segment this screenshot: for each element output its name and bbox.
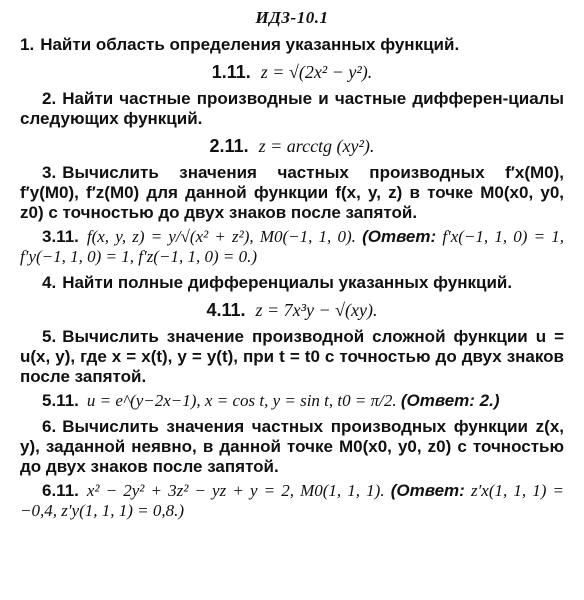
task-5-answer-number: 5.11.	[42, 391, 79, 410]
task-5-answer-expression: u = e^(y−2x−1), x = cos t, y = sin t, t0 = π/2.	[86, 391, 397, 410]
task-3-text: Вычислить значения частных производных f′x(M0), f′y(M0), f′z(M0) для данной функции f(x, y, z) в точке M0(x0, y0, z0) с точностью до двух знаков после запятой.	[20, 163, 564, 222]
task-6-answer-number: 6.11.	[42, 481, 79, 500]
task-6-answer	[20, 481, 564, 521]
task-2-formula-number: 2.11.	[209, 136, 249, 156]
task-1	[20, 35, 564, 83]
task-4	[20, 273, 564, 321]
task-5-answer-label: (Ответ: 2.)	[400, 391, 500, 410]
task-4-statement	[20, 273, 564, 293]
task-2-formula-expression: z = arcctg (xy²).	[258, 136, 375, 156]
task-6	[20, 417, 564, 521]
task-5-statement	[20, 327, 564, 387]
task-4-formula-number: 4.11.	[206, 300, 246, 320]
task-1-formula	[20, 61, 564, 83]
task-2-statement	[20, 89, 564, 129]
task-5-answer	[20, 391, 564, 411]
task-2-formula	[20, 135, 564, 157]
task-1-number: 1.	[20, 35, 35, 54]
task-1-formula-expression: z = √(2x² − y²).	[260, 62, 373, 82]
task-3-statement	[20, 163, 564, 223]
task-3-number: 3.	[42, 163, 57, 182]
task-2-number: 2.	[42, 89, 57, 108]
task-6-answer-expression: x² − 2y² + 3z² − yz + y = 2, M0(1, 1, 1).	[86, 481, 385, 500]
task-1-formula-number: 1.11.	[211, 62, 251, 82]
task-6-answer-label: (Ответ:	[390, 481, 465, 500]
task-5-number: 5.	[42, 327, 57, 346]
task-3	[20, 163, 564, 267]
task-3-answer-label: (Ответ:	[362, 227, 437, 246]
task-3-answer-expression: f(x, y, z) = y/√(x² + z²), M0(−1, 1, 0).	[86, 227, 356, 246]
task-3-answer-values: f′x(−1, 1, 0) = 1, f′y(−1, 1, 0) = 1, f′z(−1, 1, 0) = 0.)	[20, 227, 564, 266]
task-6-text: Вычислить значения частных производных функции z(x, y), заданной неявно, в данной точке M0(x0, y0, z0) с точностью до двух знаков после запятой.	[20, 417, 564, 476]
task-4-number: 4.	[42, 273, 57, 292]
task-4-formula-expression: z = 7x³y − √(xy).	[255, 300, 378, 320]
task-4-text: Найти полные дифференциалы указанных функций.	[62, 273, 513, 292]
task-3-answer	[20, 227, 564, 267]
task-6-answer-values: z′x(1, 1, 1) = −0,4, z′y(1, 1, 1) = 0,8.)	[20, 481, 565, 520]
task-6-number: 6.	[42, 417, 57, 436]
task-2-text: Найти частные производные и частные дифферен-циалы следующих функций.	[20, 89, 564, 128]
task-3-answer-number: 3.11.	[42, 227, 79, 246]
task-6-statement	[20, 417, 564, 477]
task-1-text: Найти область определения указанных функций.	[40, 35, 460, 54]
task-5-text: Вычислить значение производной сложной функции u = u(x, y), где x = x(t), y = y(t), при t = t0 с точностью до двух знаков после запятой.	[20, 327, 564, 386]
page-title: ИДЗ-10.1	[255, 8, 329, 27]
task-5	[20, 327, 564, 411]
task-4-formula	[20, 299, 564, 321]
task-1-statement	[20, 35, 564, 55]
task-2	[20, 89, 564, 157]
